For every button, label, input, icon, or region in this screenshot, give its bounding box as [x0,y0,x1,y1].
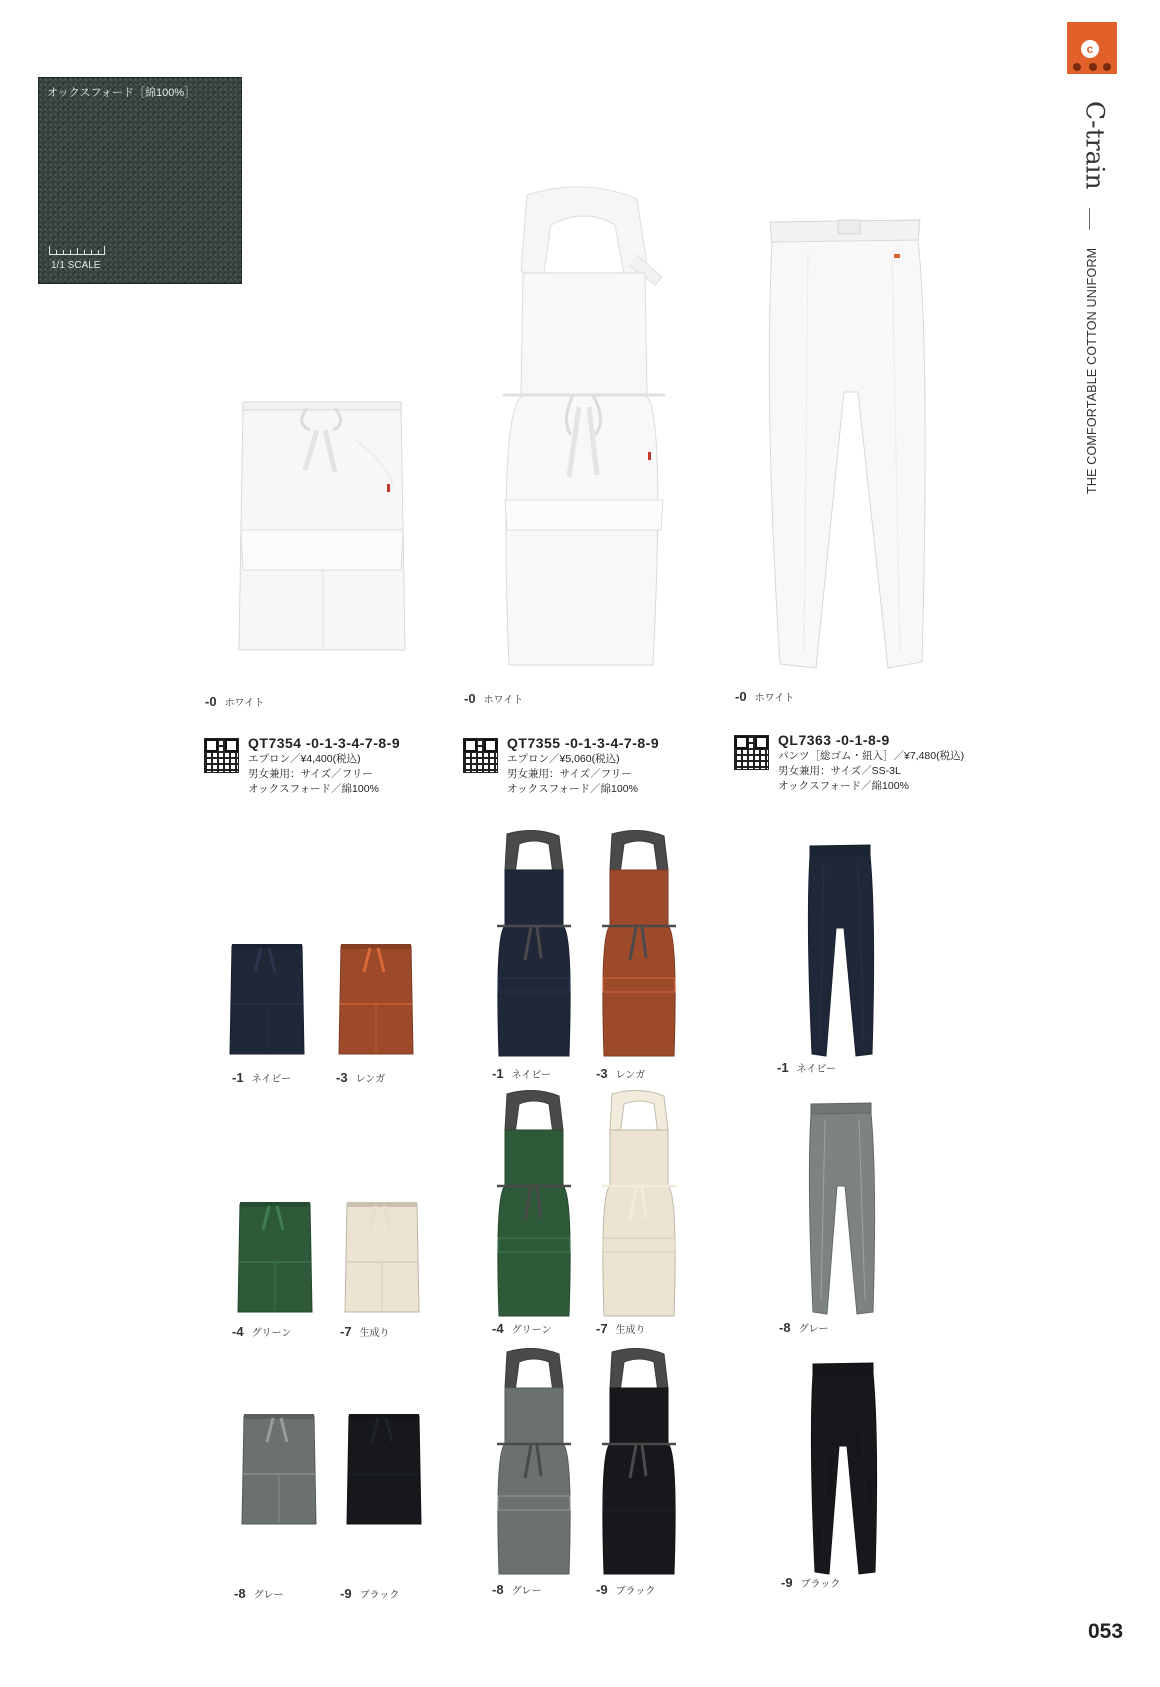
swatch-label: オックスフォード［綿100%］ [47,87,196,99]
bib-apron-swatch-image [598,830,680,1060]
product-code: QT7354 -0-1-3-4-7-8-9 [248,735,401,751]
color-label: -9 ブラック [596,1582,656,1597]
bib-apron-swatch-image [493,830,575,1060]
color-label-qt7355-white: -0 ホワイト [464,691,524,706]
color-label: -9 ブラック [781,1575,841,1590]
product-code: QL7363 -0-1-8-9 [778,732,890,748]
color-label: -1 ネイビー [232,1070,291,1085]
color-label: -8 グレー [492,1582,542,1597]
pants-swatch-image [805,1100,877,1320]
product-desc-3: オックスフォード／綿100% [778,780,909,792]
brand-name: C-train [1080,100,1110,190]
color-label: -1 ネイビー [492,1066,551,1081]
color-label: -4 グリーン [232,1324,292,1339]
qr-code-icon[interactable] [204,738,239,773]
waist-apron-swatch-image [338,942,414,1058]
logo-letter: c [1081,40,1099,58]
bib-apron-swatch-image [598,1348,680,1578]
color-label: -7 生成り [596,1321,646,1336]
color-label: -8 グレー [779,1320,829,1335]
fabric-swatch [38,77,242,284]
product-desc-2: 男女兼用：サイズ／SS-3L [778,765,901,777]
color-label: -1 ネイビー [777,1060,836,1075]
product-desc-3: オックスフォード／綿100% [248,783,379,795]
pants-white-image [760,212,930,692]
product-desc-2: 男女兼用：サイズ／フリー [248,768,373,780]
waist-apron-swatch-image [237,1200,313,1316]
bib-apron-swatch-image [493,1090,575,1320]
brand-tagline: THE COMFORTABLE COTTON UNIFORM [1085,247,1099,495]
pants-swatch-image [807,1360,879,1580]
color-label: -3 レンガ [596,1066,646,1081]
waist-apron-swatch-image [346,1412,422,1528]
qr-code-icon[interactable] [734,735,769,770]
product-code: QT7355 -0-1-3-4-7-8-9 [507,735,660,751]
scale-label: 1/1 SCALE [51,260,101,271]
product-desc-1: パンツ［総ゴム・紐入］／¥7,480(税込) [778,750,965,762]
pants-swatch-image [804,842,876,1062]
waist-apron-swatch-image [344,1200,420,1316]
waist-apron-swatch-image [229,942,305,1058]
color-label: -7 生成り [340,1324,390,1339]
waist-apron-swatch-image [241,1412,317,1528]
color-label: -3 レンガ [336,1070,386,1085]
bib-apron-white-image [497,185,672,675]
color-label: -8 グレー [234,1586,284,1601]
product-desc-1: エプロン／¥4,400(税込) [248,753,361,765]
bib-apron-swatch-image [598,1090,680,1320]
page-number: 053 [1088,1620,1124,1643]
product-desc-1: エプロン／¥5,060(税込) [507,753,620,765]
brand-logo [1067,22,1117,74]
bib-apron-swatch-image [493,1348,575,1578]
color-label: -9 ブラック [340,1586,400,1601]
color-label-ql7363-white: -0 ホワイト [735,689,795,704]
color-label-qt7354-white: -0 ホワイト [205,694,265,709]
product-desc-2: 男女兼用：サイズ／フリー [507,768,632,780]
scale-ruler [49,246,105,255]
color-label: -4 グリーン [492,1321,552,1336]
qr-code-icon[interactable] [463,738,498,773]
product-desc-3: オックスフォード／綿100% [507,783,638,795]
waist-apron-white-image [235,400,410,660]
